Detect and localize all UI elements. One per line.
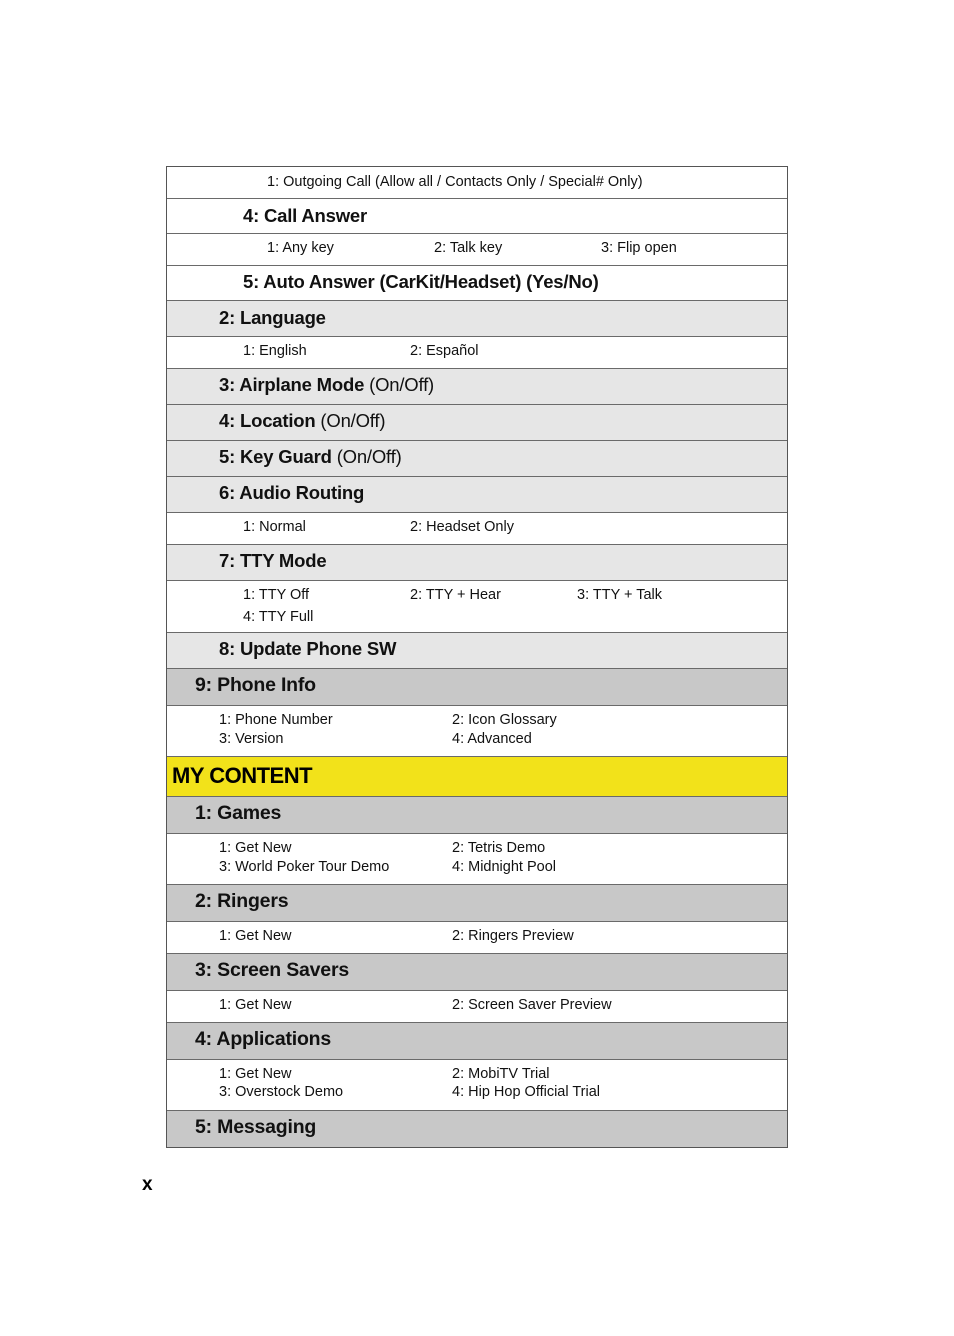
option-espanol: 2: Español: [410, 343, 479, 359]
ringers-options-row: [167, 922, 787, 954]
airplane-mode-row: [167, 369, 787, 405]
option-any-key: 1: Any key: [267, 240, 334, 256]
option-normal: 1: Normal: [243, 519, 306, 535]
auto-answer-row: [167, 266, 787, 301]
location-label: 4: Location (On/Off): [219, 410, 386, 431]
call-answer-label: 4: Call Answer: [243, 205, 367, 226]
key-guard-label: 5: Key Guard (On/Off): [219, 446, 402, 467]
language-options-row: [167, 337, 787, 369]
phone-info-options-row: [167, 706, 787, 757]
games-label: 1: Games: [195, 802, 282, 824]
option-tty-hear: 2: TTY + Hear: [410, 587, 501, 603]
call-answer-options-row: [167, 234, 787, 266]
option-ringers-get-new: 1: Get New: [219, 928, 292, 944]
option-english: 1: English: [243, 343, 307, 359]
language-row: [167, 301, 787, 337]
ringers-label: 2: Ringers: [195, 890, 289, 912]
language-label: 2: Language: [219, 307, 326, 328]
audio-routing-options-row: [167, 513, 787, 545]
location-row: [167, 405, 787, 441]
option-version: 3: Version: [219, 731, 284, 747]
option-midnight-pool: 4: Midnight Pool: [452, 859, 556, 875]
airplane-mode-label: 3: Airplane Mode (On/Off): [219, 374, 434, 395]
applications-label: 4: Applications: [195, 1028, 332, 1050]
option-applications-get-new: 1: Get New: [219, 1066, 292, 1082]
option-tty-talk: 3: TTY + Talk: [577, 587, 663, 603]
menu-table: [166, 166, 788, 1148]
applications-options-row: [167, 1060, 787, 1111]
tty-mode-row: [167, 545, 787, 581]
screen-savers-row: [167, 954, 787, 991]
option-talk-key: 2: Talk key: [434, 240, 503, 256]
my-content-heading: MY CONTENT: [172, 763, 313, 788]
audio-routing-label: 6: Audio Routing: [219, 482, 365, 503]
tty-options-row: [167, 581, 787, 633]
outgoing-call-row: [167, 167, 787, 199]
option-world-poker-tour-demo: 3: World Poker Tour Demo: [219, 859, 390, 875]
applications-row: [167, 1023, 787, 1060]
option-ringers-preview: 2: Ringers Preview: [452, 928, 574, 944]
option-screen-saver-preview: 2: Screen Saver Preview: [452, 997, 612, 1013]
auto-answer-label: 5: Auto Answer (CarKit/Headset) (Yes/No): [243, 271, 599, 292]
screen-savers-options-row: [167, 991, 787, 1023]
games-row: [167, 797, 787, 834]
ringers-row: [167, 885, 787, 922]
option-flip-open: 3: Flip open: [601, 240, 677, 256]
screen-savers-label: 3: Screen Savers: [195, 959, 349, 981]
messaging-row: [167, 1111, 787, 1148]
option-advanced: 4: Advanced: [452, 731, 532, 747]
option-overstock-demo: 3: Overstock Demo: [219, 1084, 344, 1100]
update-sw-row: [167, 633, 787, 669]
option-hip-hop-official-trial: 4: Hip Hop Official Trial: [452, 1084, 601, 1100]
option-tty-off: 1: TTY Off: [243, 587, 310, 603]
option-tetris-demo: 2: Tetris Demo: [452, 840, 546, 856]
option-icon-glossary: 2: Icon Glossary: [452, 712, 557, 728]
call-answer-row: [167, 199, 787, 234]
audio-routing-row: [167, 477, 787, 513]
option-mobitv-trial: 2: MobiTV Trial: [452, 1066, 550, 1082]
key-guard-row: [167, 441, 787, 477]
phone-info-row: [167, 669, 787, 706]
option-phone-number: 1: Phone Number: [219, 712, 333, 728]
option-screen-savers-get-new: 1: Get New: [219, 997, 292, 1013]
update-sw-label: 8: Update Phone SW: [219, 638, 397, 659]
option-games-get-new: 1: Get New: [219, 840, 292, 856]
page-number: x: [142, 1174, 153, 1195]
tty-mode-label: 7: TTY Mode: [219, 550, 327, 571]
games-options-row: [167, 834, 787, 885]
outgoing-call-label: 1: Outgoing Call (Allow all / Contacts Only / Special# Only): [267, 174, 643, 190]
option-headset-only: 2: Headset Only: [410, 519, 514, 535]
my-content-heading-row: [167, 757, 787, 797]
messaging-label: 5: Messaging: [195, 1116, 317, 1138]
phone-info-label: 9: Phone Info: [195, 674, 316, 696]
option-tty-full: 4: TTY Full: [243, 609, 314, 625]
